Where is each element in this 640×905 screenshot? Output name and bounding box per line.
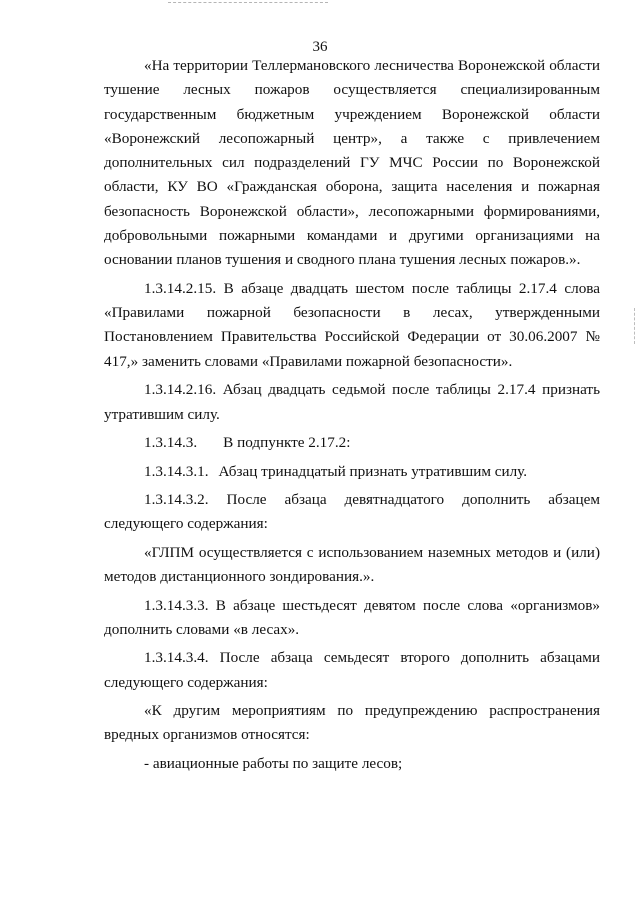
clause-number: 1.3.14.3.1. xyxy=(144,462,209,480)
paragraph-quote-tellermanovsky: «На территории Теллермановского лесничества Воронежской области тушение лесных пожаров осуществляется специализированным государственным бюджетным учреждением Воронежской области «Воронежский лесопожарный центр», а также с привлечением дополнительных сил подразделений ГУ МЧС России по Воронежской области, КУ ВО «Гражданская оборона, защита населения и пожарная безопасность Воронежской области», лесопожарными формированиями, добровольными пожарными командами и другими организациями на основании планов тушения и сводного плана тушения лесных пожаров.». xyxy=(104,57,600,269)
clause-number: 1.3.14.3. xyxy=(144,434,198,452)
paragraph-1-3-14-3-2: 1.3.14.3.2. После абзаца девятнадцатого дополнить абзацем следующего содержания: xyxy=(104,490,600,533)
paragraph-1-3-14-2-15: 1.3.14.2.15. В абзаце двадцать шестом после таблицы 2.17.4 слова «Правилами пожарной безопасности в лесах, утвержденными Постановлением Правительства Российской Федерации от 30.06.2007 № 417,» заменить словами «Правилами пожарной безопасности». xyxy=(104,279,600,370)
clause-text: В подпункте 2.17.2: xyxy=(223,434,351,452)
paragraph-1-3-14-3-4: 1.3.14.3.4. После абзаца семьдесят второго дополнить абзацами следующего содержания: xyxy=(104,649,600,691)
paragraph-1-3-14-3-3: 1.3.14.3.3. В абзаце шестьдесят девятом после слова «организмов» дополнить словами «в лесах». xyxy=(104,596,600,638)
page-number: 36 xyxy=(312,39,328,55)
edge-scan-marks xyxy=(634,308,635,344)
clause-text: Абзац тринадцатый признать утратившим силу. xyxy=(218,462,528,480)
document-body xyxy=(104,54,600,776)
paragraph-quote-other-measures: «К другим мероприятиям по предупреждению распространения вредных организмов относятся: xyxy=(104,702,600,744)
paragraph-1-3-14-2-16: 1.3.14.2.16. Абзац двадцать седьмой после таблицы 2.17.4 признать утратившим силу. xyxy=(104,381,600,423)
top-scan-rule xyxy=(168,2,328,3)
paragraph-1-3-14-3-1 xyxy=(104,460,600,484)
paragraph-quote-glpm: «ГЛПМ осуществляется с использованием наземных методов и (или) методов дистанционного зондирования.». xyxy=(104,543,600,586)
list-item-aviation-works: - авиационные работы по защите лесов; xyxy=(144,754,403,772)
paragraph-1-3-14-3 xyxy=(104,431,600,455)
